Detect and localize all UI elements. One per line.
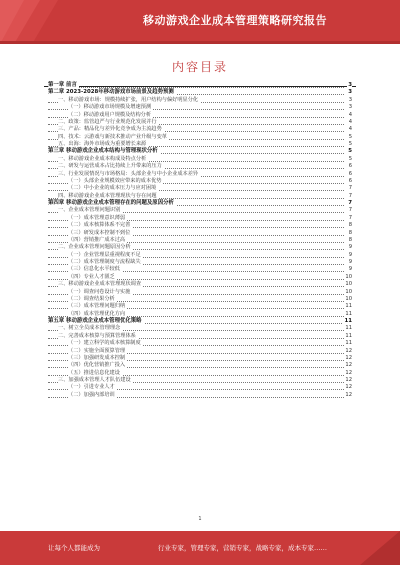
toc-entry[interactable] xyxy=(48,281,352,288)
report-title: 移动游戏企业成本管理策略研究报告 xyxy=(143,14,327,27)
toc-entry-page: 5 xyxy=(348,148,352,155)
toc-entry-text: 一、移动游戏市场：规模持续扩张，用户结构与偏好明显分化 xyxy=(58,96,199,103)
toc-entry-page: 5 xyxy=(348,133,352,140)
toc-entry[interactable] xyxy=(48,325,352,332)
header-decoration xyxy=(0,0,70,44)
toc-entry-page: 7 xyxy=(348,200,352,206)
toc-entry-page: 5 xyxy=(348,155,352,162)
toc-entry-page: 6 xyxy=(348,170,352,177)
footer-slogan: 让每个人都能成为 xyxy=(48,544,100,552)
toc-entry-page: 5 xyxy=(348,141,352,147)
toc-entry-page: 11 xyxy=(345,303,352,310)
toc-entry-text: （一）移动游戏市场规模及增速预测 xyxy=(68,104,152,111)
toc-entry-text: 四、移动游戏企业成本管理现状与存在问题 xyxy=(58,192,157,199)
report-footer xyxy=(0,531,400,565)
toc-entry-page: 7 xyxy=(348,207,352,214)
toc-entry-text: （三）加强研发成本控制 xyxy=(68,354,126,361)
toc-entry[interactable] xyxy=(48,303,352,310)
toc-entry-page: 3 xyxy=(348,96,352,103)
toc-entry[interactable] xyxy=(48,370,352,377)
toc-entry[interactable] xyxy=(48,171,352,178)
toc-entry-text: （一）企业管理层重视程度不足 xyxy=(68,251,141,258)
toc-entry-text: （一）引进专业人才 xyxy=(68,384,115,391)
toc-entry-text: （一）头部企业规模效应带来的成本优势 xyxy=(68,177,162,184)
toc-entry-text: 第一章 前言 xyxy=(48,82,77,88)
toc-entry-page: 12 xyxy=(345,384,352,391)
toc-entry-page: 7 xyxy=(348,185,352,192)
toc-entry-text: 第三章 移动游戏企业成本结构与管理现状分析 xyxy=(48,148,158,155)
toc-entry-page: 11 xyxy=(345,340,352,347)
toc-entry-text: （四）专业人才匮乏 xyxy=(68,273,115,280)
footer-roles: 行业专家，管理专家，营销专家，战略专家，成本专家…… xyxy=(158,544,327,552)
toc-entry-page: 10 xyxy=(345,288,352,295)
toc-entry-page: 10 xyxy=(345,281,352,288)
toc-entry-text: （三）研发成本控制不到位 xyxy=(68,229,131,236)
toc-entry-text: 二、完善成本核算与预算管理体系 xyxy=(58,332,136,339)
toc-title: 内容目录 xyxy=(171,60,228,74)
toc-entry-page: 11 xyxy=(345,325,352,332)
toc-entry-page: 12 xyxy=(345,369,352,376)
toc-entry-text: （三）信息化水平较低 xyxy=(68,266,120,273)
toc-entry-page: 8 xyxy=(348,236,352,243)
footer-decoration xyxy=(320,531,400,565)
toc-entry[interactable] xyxy=(48,230,352,237)
toc-entry-text: （二）加强内部培训 xyxy=(68,391,115,398)
toc-entry-page: 3 xyxy=(348,89,352,96)
toc-entry[interactable] xyxy=(48,222,352,229)
toc-entry-page: 3 xyxy=(348,104,352,111)
toc-entry[interactable] xyxy=(48,340,352,347)
toc-entry-text: （四）成本管理优化方向 xyxy=(68,310,126,317)
toc-entry-text: 一、树立全员成本管理理念 xyxy=(58,325,121,332)
toc-leader-dots xyxy=(48,87,344,88)
toc-entry-text: （一）成本管理意识薄弱 xyxy=(68,214,126,221)
toc-entry-text: 二、研发与运营成本占比持续上升带来的压力 xyxy=(58,163,162,170)
toc-entry[interactable] xyxy=(48,104,352,111)
toc-entry-page: 6 xyxy=(348,177,352,184)
toc-entry-text: 第四章 移动游戏企业成本管理存在的问题及原因分析 xyxy=(48,200,174,206)
toc-entry-page: 9 xyxy=(348,251,352,258)
toc-entry-page: 12 xyxy=(345,354,352,361)
toc-entry-page: 9 xyxy=(348,244,352,251)
toc-entry-text: （四）营销推广成本过高 xyxy=(68,236,126,243)
toc-entry-text: （二）实施全面预算管理 xyxy=(68,347,126,354)
toc-entry-text: 第二章 2023-2028年移动游戏市场前景及趋势预测 xyxy=(48,89,174,96)
toc-entry-text: （二）成本核算体系不完善 xyxy=(68,222,131,229)
toc-entry[interactable] xyxy=(48,193,352,200)
toc-entry-page: 10 xyxy=(345,295,352,302)
toc-entry-text: 三、行业发展情况与市场格局：头部企业与中小企业成本差异 xyxy=(58,170,199,177)
toc-entry-page: 12 xyxy=(345,377,352,383)
toc-entry-page: 12 xyxy=(345,362,352,369)
toc-entry-page: 12 xyxy=(345,347,352,354)
toc-entry-page: 4 xyxy=(348,111,352,118)
toc-entry-page: 12 xyxy=(345,391,352,398)
toc-entry-page: 4 xyxy=(348,126,352,133)
toc-entry[interactable] xyxy=(48,348,352,355)
toc-entry[interactable] xyxy=(48,89,352,96)
toc-entry-text: （四）优化营销推广投入 xyxy=(68,362,126,369)
toc-entry-text: （三）成本管理问题归纳 xyxy=(68,303,126,310)
toc-entry-text: 三、移动游戏企业成本管理现状调查 xyxy=(58,281,142,288)
report-header xyxy=(0,0,400,44)
toc-entry-page: 10 xyxy=(345,273,352,280)
toc-entry-text: （二）调查结果分析 xyxy=(68,295,115,302)
toc-entry[interactable] xyxy=(48,289,352,296)
toc-entry-text: 二、政策：监管趋严与行业规范化发展并行 xyxy=(58,118,157,125)
table-of-contents xyxy=(48,82,352,399)
toc-entry-page: 11 xyxy=(344,318,352,324)
toc-entry-page: 7 xyxy=(348,192,352,199)
toc-entry-page: 8 xyxy=(348,229,352,236)
toc-entry[interactable] xyxy=(48,244,352,251)
toc-entry-text: （二）中小企业的成本压力与应对困境 xyxy=(68,185,157,192)
toc-entry[interactable] xyxy=(48,252,352,259)
toc-entry-text: 三、产品：精品化与差异化竞争成为主流趋势 xyxy=(58,126,162,133)
toc-entry-text: 一、移动游戏企业成本构成及特点分析 xyxy=(58,155,147,162)
toc-entry-page: 8 xyxy=(348,222,352,229)
toc-entry[interactable] xyxy=(48,384,352,391)
toc-entry-page: 3 xyxy=(348,82,352,88)
toc-entry[interactable] xyxy=(48,126,352,133)
toc-entry-page: 4 xyxy=(348,118,352,125)
toc-entry-text: 一、企业成本管理问题识别 xyxy=(58,207,121,214)
toc-entry[interactable] xyxy=(48,134,352,141)
page-number: 1 xyxy=(198,516,202,522)
toc-entry-page: 6 xyxy=(348,163,352,170)
toc-entry-page: 9 xyxy=(348,266,352,273)
toc-entry-text: 第五章 移动游戏企业成本管理优化策略 xyxy=(48,318,142,324)
toc-entry-text: （二）移动游戏用户规模及结构分析 xyxy=(68,111,152,118)
toc-entry[interactable] xyxy=(48,148,352,155)
toc-entry-text: （二）成本管理制度与流程缺失 xyxy=(68,259,141,265)
toc-entry-page: 7 xyxy=(348,214,352,221)
toc-entry[interactable] xyxy=(48,362,352,369)
toc-entry[interactable] xyxy=(48,185,352,192)
toc-entry-text: 二、企业成本管理问题原因分析 xyxy=(58,244,131,251)
toc-entry[interactable] xyxy=(48,163,352,170)
toc-entry[interactable] xyxy=(48,311,352,318)
toc-entry[interactable] xyxy=(48,112,352,119)
toc-entry-page: 11 xyxy=(345,310,352,317)
toc-entry[interactable] xyxy=(48,392,352,399)
toc-entry-text: （一）建立科学的成本核算制度 xyxy=(68,340,141,347)
toc-entry-text: 五、出海：海外市场成为重要增长来源 xyxy=(58,141,147,147)
toc-entry[interactable] xyxy=(48,207,352,214)
toc-entry[interactable] xyxy=(48,266,352,273)
toc-entry-text: （一）调查问卷设计与实施 xyxy=(68,288,131,295)
toc-entry-page: 9 xyxy=(348,259,352,265)
toc-entry-text: （五）推进信息化建设 xyxy=(68,369,120,376)
toc-entry-text: 三、加强成本管理人才队伍建设 xyxy=(58,377,131,383)
toc-entry-page: 11 xyxy=(345,332,352,339)
toc-entry-text: 四、技术：云游戏与新技术推动产业升级与变革 xyxy=(58,133,167,140)
